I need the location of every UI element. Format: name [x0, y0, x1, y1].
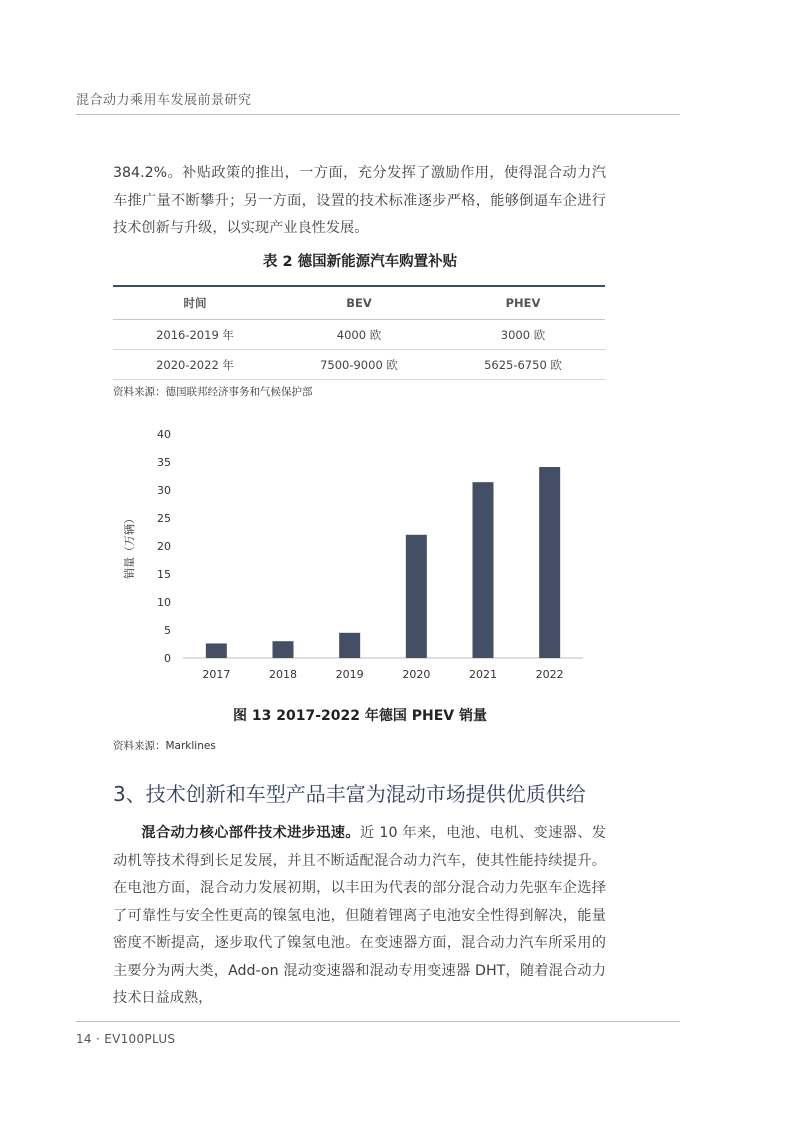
- x-tick-label: 2018: [269, 668, 297, 681]
- body-paragraph-2: [113, 820, 606, 1013]
- figure-caption: 图 13 2017-2022 年德国 PHEV 销量: [233, 708, 487, 724]
- subsidy-table-container: [113, 285, 605, 380]
- table-cell: 2016-2019 年: [113, 320, 277, 350]
- y-tick-label: 20: [157, 540, 171, 553]
- column-header-bev: BEV: [277, 286, 441, 320]
- bar-2017: [206, 643, 227, 658]
- table-cell: 5625-6750 欧: [441, 350, 605, 380]
- table-cell: 3000 欧: [441, 320, 605, 350]
- section-heading: 3、技术创新和车型产品丰富为混动市场提供优质供给: [113, 782, 586, 806]
- x-tick-label: 2022: [535, 668, 564, 681]
- y-tick-label: 35: [157, 456, 171, 469]
- table-cell: 7500-9000 欧: [277, 350, 441, 380]
- subsidy-table: [113, 285, 605, 380]
- table-source: 资料来源：德国联邦经济事务和气候保护部: [113, 386, 313, 398]
- paragraph-lead: 混合动力核心部件技术进步迅速。: [141, 825, 360, 841]
- table-header-row: [113, 286, 605, 320]
- header-divider: [76, 114, 680, 115]
- running-header: 混合动力乘用车发展前景研究: [76, 93, 252, 108]
- paragraph-body: 近 10 年来，电池、电机、变速器、发动机等技术得到长足发展，并且不断适配混合动力汽车，使其性能持续提升。在电池方面，混合动力发展初期，以丰田为代表的部分混合动力先驱车企选择了可靠性与安全性更高的镍氢电池，但随着锂离子电池安全性得到解决，能量密度不断提高，逐步取代了镍氢电池。在变速器方面，混合动力汽车所采用的主要分为两大类，Add-on 混动变速器和混动专用变速器 DHT，随着混合动力技术日益成熟，: [113, 825, 606, 1006]
- y-tick-label: 10: [157, 596, 171, 609]
- table-title: 表 2 德国新能源汽车购置补贴: [262, 254, 458, 270]
- y-tick-label: 25: [157, 512, 171, 525]
- column-header-time: 时间: [113, 286, 277, 320]
- x-tick-label: 2017: [202, 668, 231, 681]
- body-paragraph-1: 384.2%。补贴政策的推出，一方面，充分发挥了激励作用，使得混合动力汽车推广量不断攀升；另一方面，设置的技术标准逐步严格，能够倒逼车企进行技术创新与升级，以实现产业良性发展。: [113, 165, 606, 236]
- page-footer: 14 · EV100PLUS: [76, 1032, 176, 1046]
- bar-2021: [473, 482, 494, 658]
- x-tick-label: 2021: [469, 668, 497, 681]
- table-row: [113, 320, 605, 350]
- bar-2022: [539, 467, 560, 658]
- y-tick-label: 5: [164, 624, 171, 637]
- y-tick-label: 30: [157, 484, 171, 497]
- bar-2018: [273, 641, 294, 658]
- phev-sales-chart: [113, 420, 613, 690]
- y-tick-label: 40: [157, 428, 171, 441]
- bar-chart-svg: [113, 420, 613, 690]
- x-tick-label: 2019: [335, 668, 364, 681]
- figure-source: 资料来源：Marklines: [113, 740, 216, 752]
- y-tick-label: 15: [157, 568, 171, 581]
- x-tick-label: 2020: [402, 668, 431, 681]
- table-row: [113, 350, 605, 380]
- table-cell: 4000 欧: [277, 320, 441, 350]
- bar-2020: [406, 535, 427, 658]
- y-axis-title: 销量（万辆）: [123, 513, 136, 579]
- column-header-phev: PHEV: [441, 286, 605, 320]
- table-cell: 2020-2022 年: [113, 350, 277, 380]
- bar-2019: [339, 633, 360, 658]
- y-tick-label: 0: [164, 652, 171, 665]
- footer-divider: [76, 1021, 680, 1022]
